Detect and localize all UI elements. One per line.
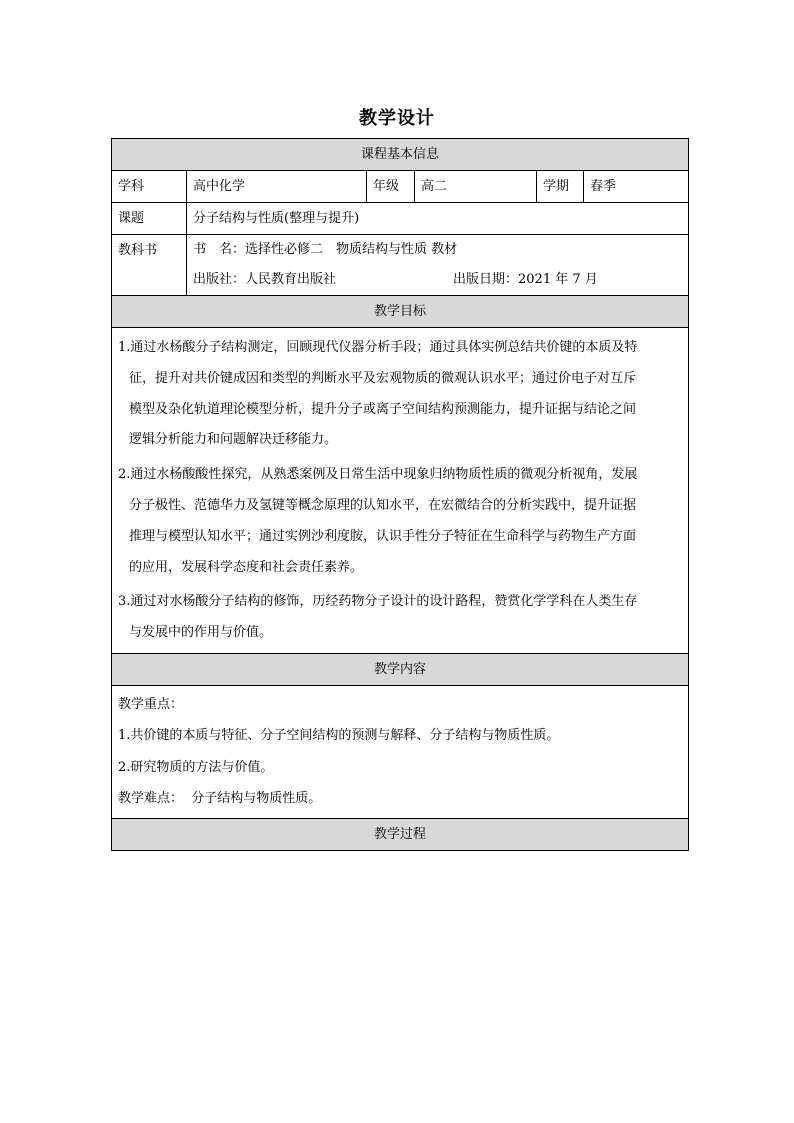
page-title: 教学设计 bbox=[359, 108, 435, 129]
objective-3: 3.通过对水杨酸分子结构的修饰，历经药物分子设计的设计路程，赞赏化学学科在人类生存 与发展中的作用与价值。 bbox=[118, 594, 638, 641]
difficulty: 教学难点： 分子结构与物质性质。 bbox=[118, 791, 322, 807]
publisher-line bbox=[193, 265, 682, 295]
grade-label: 年级 bbox=[367, 171, 415, 203]
key-point-1: 1.共价键的本质与特征、分子空间结构的预测与解释、分子结构与物质性质。 bbox=[118, 728, 560, 744]
lesson-plan-table bbox=[111, 138, 689, 851]
publish-date: 出版日期：2021 年 7 月 bbox=[453, 272, 598, 288]
section-content-header bbox=[112, 653, 689, 685]
book-name: 书 名：选择性必修二 物质结构与性质 教材 bbox=[193, 242, 458, 258]
topic-row bbox=[112, 203, 689, 235]
textbook-label: 教科书 bbox=[112, 235, 187, 296]
section-title-basic-info: 课程基本信息 bbox=[112, 139, 689, 171]
content-row bbox=[112, 685, 689, 818]
grade-value: 高二 bbox=[415, 171, 537, 203]
objectives-body bbox=[112, 328, 689, 654]
section-process-header bbox=[112, 818, 689, 850]
term-label: 学期 bbox=[537, 171, 584, 203]
basic-info-row bbox=[112, 171, 689, 203]
textbook-row bbox=[112, 235, 689, 296]
content-body bbox=[112, 685, 689, 818]
section-title-process: 教学过程 bbox=[112, 818, 689, 850]
objective-1: 1.通过水杨酸分子结构测定，回顾现代仪器分析手段；通过具体实例总结共价键的本质及特 征，提升对共价键成因和类型的判断水平及宏观物质的微观认识水平；通过价电子对互斥 模型及杂化轨道理论模型分析，提升分子或离子空间结构预测能力，提升证据与结论之间 逻辑分析能力和问题解决迁移能力。 bbox=[118, 340, 638, 448]
objective-2: 2.通过水杨酸酸性探究，从熟悉案例及日常生活中现象归纳物质性质的微观分析视角，发展 分子极性、范德华力及氢键等概念原理的认知水平，在宏微结合的分析实践中，提升证据 推理与模型认知水平；通过实例沙利度胺，认识手性分子特征在生命科学与药物生产方面 的应用，发展科学态度和社会责任素养。 bbox=[118, 467, 638, 575]
section-title-objectives: 教学目标 bbox=[112, 296, 689, 328]
subject-value: 高中化学 bbox=[187, 171, 367, 203]
publisher: 出版社：人民教育出版社 bbox=[193, 272, 337, 288]
section-title-content: 教学内容 bbox=[112, 653, 689, 685]
topic-label: 课题 bbox=[112, 203, 187, 235]
objectives-row bbox=[112, 328, 689, 654]
topic-value: 分子结构与性质(整理与提升) bbox=[187, 203, 689, 235]
key-point-2: 2.研究物质的方法与价值。 bbox=[118, 759, 274, 775]
textbook-info bbox=[187, 235, 689, 296]
section-basic-info-header bbox=[112, 139, 689, 171]
term-value: 春季 bbox=[584, 171, 689, 203]
subject-label: 学科 bbox=[112, 171, 187, 203]
key-points-label: 教学重点： bbox=[118, 696, 184, 712]
book-name-line bbox=[193, 235, 682, 265]
section-objectives-header bbox=[112, 296, 689, 328]
